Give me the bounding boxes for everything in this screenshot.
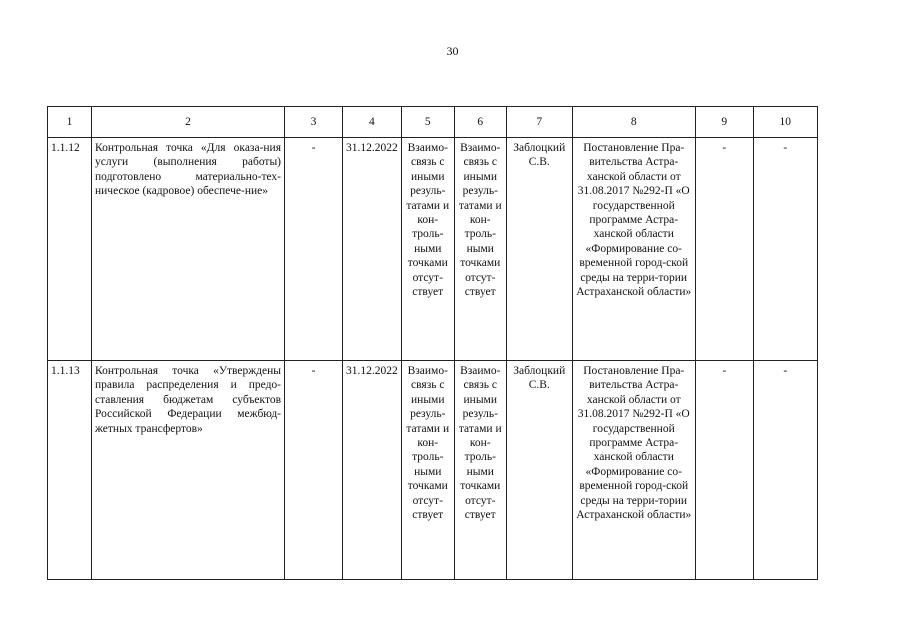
col3-value: - [285,138,343,361]
control-point-name: Контрольная точка «Для оказа-ния услуги (выполнения работы) подготовлено материально-тех-ническое (кадровое) обеспече-ние» [92,138,285,361]
table-row [48,138,818,361]
header-cell-9: 9 [695,107,753,138]
row-number: 1.1.12 [48,138,92,361]
col5-relation: Взаимо-связь с иными резуль-татами и кон-троль-ными точками отсут-ствует [401,138,454,361]
col6-relation: Взаимо-связь с иными резуль-татами и кон-троль-ными точками отсут-ствует [454,138,506,361]
col6-relation: Взаимо-связь с иными резуль-татами и кон-троль-ными точками отсут-ствует [454,361,506,580]
page-number: 30 [446,44,459,58]
col9-value: - [695,361,753,580]
deadline-date: 31.12.2022 [343,361,402,580]
header-cell-3: 3 [285,107,343,138]
basis-document: Постановление Пра-вительства Астра-ханской области от 31.08.2017 №292-П «О государственной программе Астра-ханской области «Формирование со-временной город-ской среды на терри-тории Астраханской области» [572,361,695,580]
control-points-table [47,106,818,580]
row-number: 1.1.13 [48,361,92,580]
control-point-name: Контрольная точка «Утверждены правила распределения и предо-ставления бюджетам субъектов Российской Федерации межбюд-жетных трансфертов» [92,361,285,580]
col10-value: - [753,361,817,580]
col5-relation: Взаимо-связь с иными резуль-татами и кон-троль-ными точками отсут-ствует [401,361,454,580]
col10-value: - [753,138,817,361]
header-cell-10: 10 [753,107,817,138]
responsible-person: Заблоцкий С.В. [506,361,572,580]
header-cell-8: 8 [572,107,695,138]
header-cell-2: 2 [92,107,285,138]
table-row [48,361,818,580]
header-cell-4: 4 [343,107,402,138]
col9-value: - [695,138,753,361]
table-header-row [48,107,818,138]
header-cell-1: 1 [48,107,92,138]
basis-document: Постановление Пра-вительства Астра-ханской области от 31.08.2017 №292-П «О государственной программе Астра-ханской области «Формирование со-временной город-ской среды на терри-тории Астраханской области» [572,138,695,361]
deadline-date: 31.12.2022 [343,138,402,361]
header-cell-6: 6 [454,107,506,138]
col3-value: - [285,361,343,580]
header-cell-5: 5 [401,107,454,138]
responsible-person: Заблоцкий С.В. [506,138,572,361]
header-cell-7: 7 [506,107,572,138]
